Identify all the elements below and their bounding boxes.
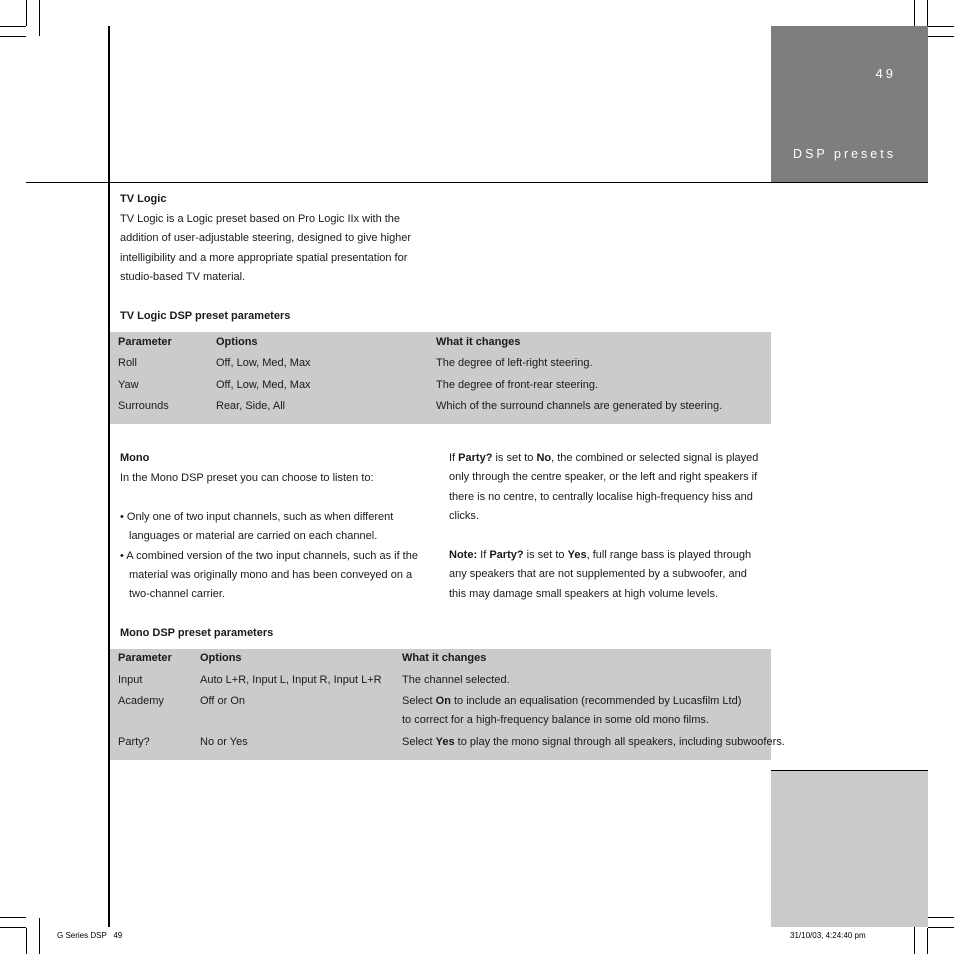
mono-table	[110, 649, 785, 760]
party-yes-note: Note: If Party? is set to Yes, full range bass is played through any speakers that are not supplemented by a subwoofer, and this may damage small speakers at high volume levels.	[449, 549, 752, 600]
table-cell-description: The channel selected.	[402, 674, 510, 686]
table-cell-parameter: Roll	[118, 357, 137, 369]
table-cell-parameter: Academy	[118, 695, 164, 707]
tv-logic-description: TV Logic is a Logic preset based on Pro Logic IIx with the addition of user-adjustable steering, designed to give higher intelligibility and a more appropriate spatial presentation for studio-based TV material.	[120, 213, 412, 284]
tv-logic-body	[120, 210, 430, 288]
table-cell-options: Off, Low, Med, Max	[216, 379, 311, 391]
table-cell-description: Select On to include an equalisation (recommended by Lucasfilm Ltd) to correct for a high-frequency balance in some old mono films.	[402, 695, 742, 726]
mono-table-title: Mono DSP preset parameters	[120, 627, 274, 639]
table-header-parameter: Parameter	[118, 336, 172, 348]
table-header-what-it-changes: What it changes	[436, 336, 521, 348]
table-cell-options: Rear, Side, All	[216, 400, 286, 412]
table-cell-options: No or Yes	[200, 736, 248, 748]
mono-bullet-item: • Only one of two input channels, such as when different languages or material are carried on each channel.	[120, 510, 394, 543]
tv-logic-table	[110, 332, 771, 424]
left-margin-rule	[108, 26, 110, 927]
table-cell-description: The degree of front-rear steering.	[436, 379, 599, 391]
sidebar-footer-block	[771, 771, 928, 927]
tv-logic-heading: TV Logic	[120, 193, 167, 205]
table-cell-parameter: Yaw	[118, 379, 139, 391]
table-header-parameter: Parameter	[118, 652, 172, 664]
section-title: DSP presets	[793, 147, 896, 161]
table-cell-parameter: Party?	[118, 736, 150, 748]
footer-timestamp: 31/10/03, 4:24:40 pm	[790, 931, 866, 940]
table-cell-parameter: Input	[118, 674, 143, 686]
table-cell-description: Which of the surround channels are generated by steering.	[436, 400, 723, 412]
table-header-what-it-changes: What it changes	[402, 652, 487, 664]
table-header-options: Options	[200, 652, 242, 664]
table-cell-description: The degree of left-right steering.	[436, 357, 593, 369]
mono-right-column	[449, 449, 765, 604]
party-no-paragraph: If Party? is set to No, the combined or selected signal is played only through the centre speaker, or the left and right speakers if there is no centre, to centrally localise high-frequency hiss and clicks.	[449, 452, 759, 523]
table-header-options: Options	[216, 336, 258, 348]
header-rule	[26, 182, 928, 183]
table-cell-parameter: Surrounds	[118, 400, 169, 412]
table-cell-options: Off, Low, Med, Max	[216, 357, 311, 369]
table-cell-options: Auto L+R, Input L, Input R, Input L+R	[200, 674, 382, 686]
mono-intro: In the Mono DSP preset you can choose to listen to:	[120, 472, 374, 484]
mono-left-column	[120, 469, 425, 605]
table-cell-description: Select Yes to play the mono signal through all speakers, including subwoofers.	[402, 736, 785, 748]
table-cell-options: Off or On	[200, 695, 246, 707]
mono-bullet-item: • A combined version of the two input channels, such as if the material was originally mono and has been conveyed on a two-channel carrier.	[120, 549, 418, 601]
page-number: 49	[875, 66, 896, 81]
mono-heading: Mono	[120, 452, 150, 464]
tv-logic-table-title: TV Logic DSP preset parameters	[120, 310, 291, 322]
footer-file-label: G Series DSP 49	[57, 931, 123, 940]
